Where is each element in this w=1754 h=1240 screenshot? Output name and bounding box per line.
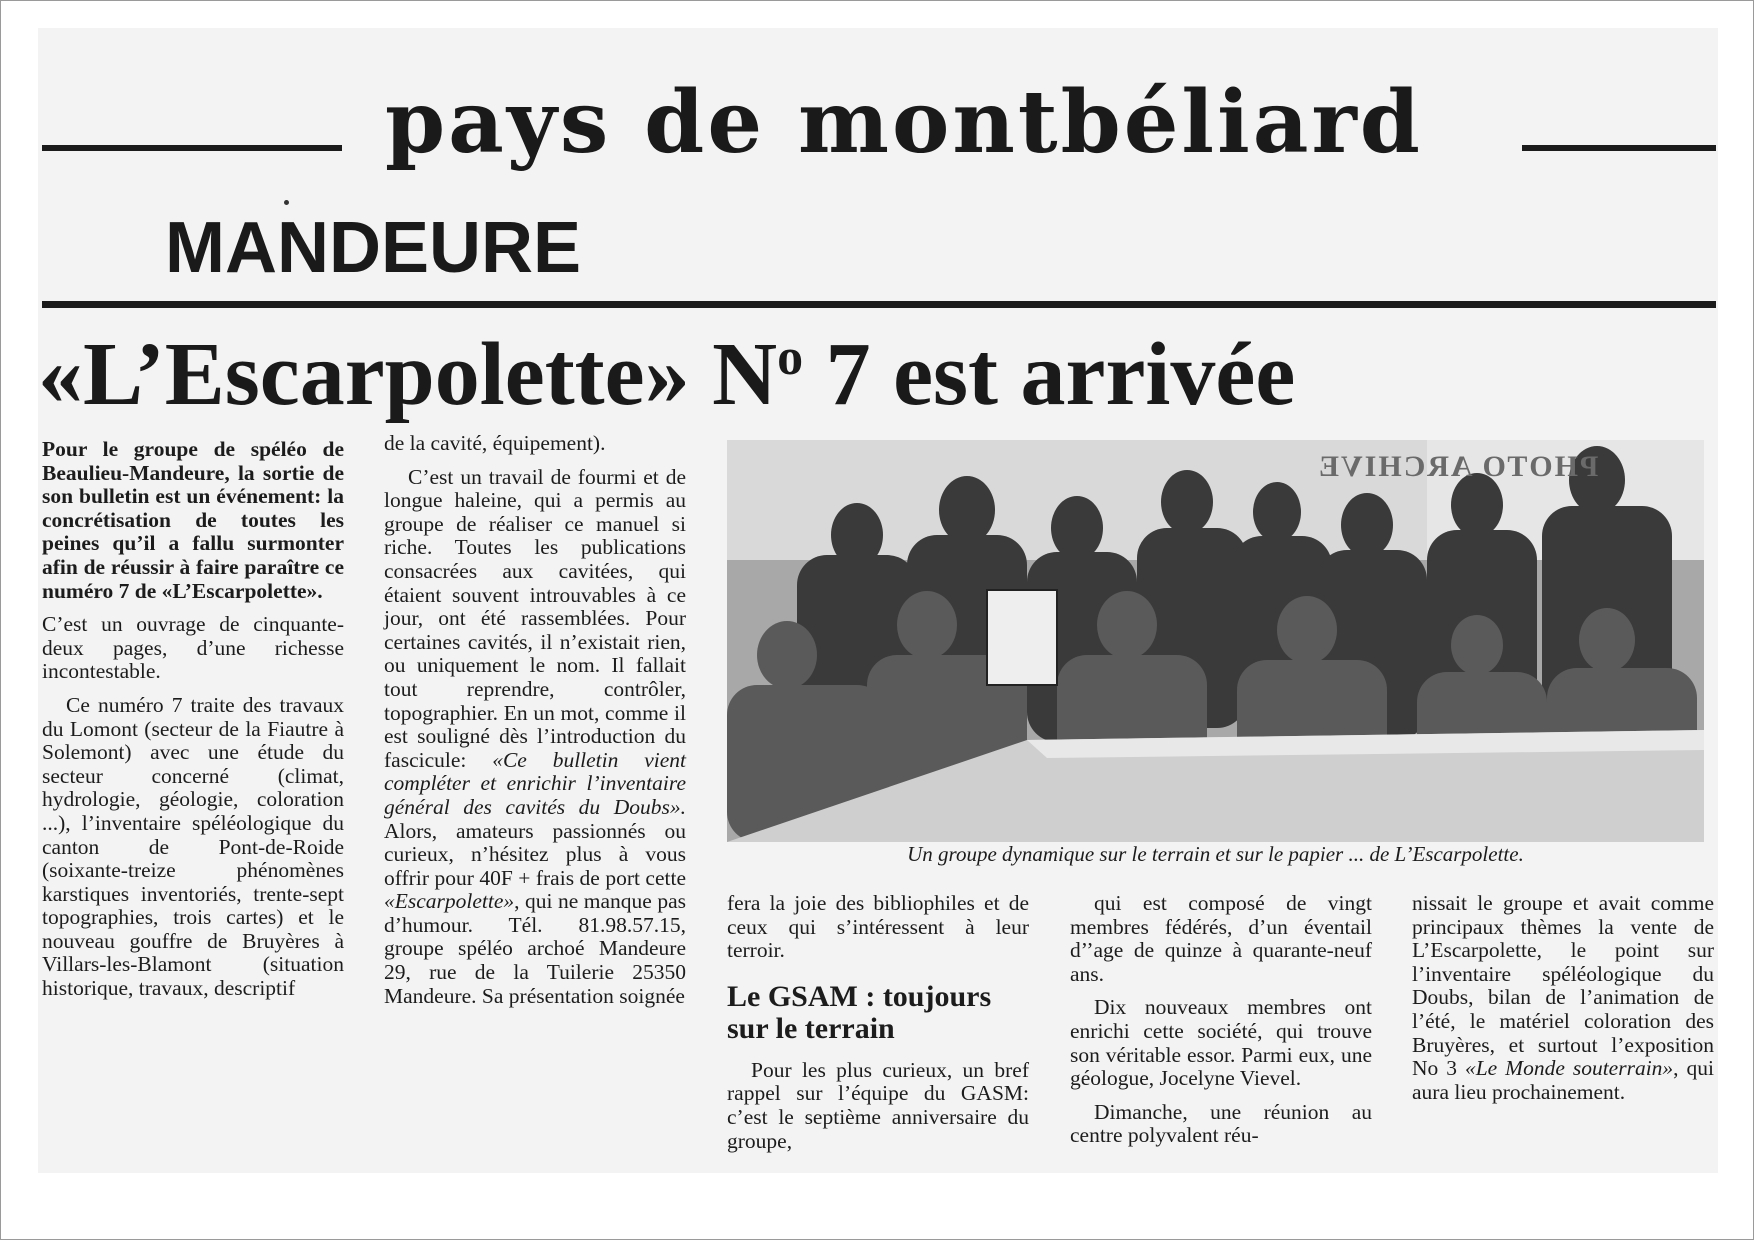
article-column-5 bbox=[1412, 892, 1714, 1114]
text-run: Alors, amateurs passionnés ou curieux, n’hésitez plus à vous offrir pour 40F + frais de port cette bbox=[384, 818, 686, 890]
paragraph bbox=[1412, 892, 1714, 1104]
article-column-3 bbox=[727, 892, 1029, 1163]
paragraph: Pour les plus curieux, un bref rappel sur l’équipe du GASM: c’est le septième anniversaire du groupe, bbox=[727, 1057, 1029, 1153]
subheading: Le GSAM : toujours sur le terrain bbox=[727, 979, 992, 1045]
headline-number-prefix: N bbox=[712, 325, 778, 424]
article-column-4 bbox=[1070, 892, 1372, 1158]
section-title: pays de montbéliard bbox=[385, 72, 1423, 173]
headline-close-quote: » bbox=[644, 325, 690, 424]
banner-rule-left bbox=[42, 145, 342, 151]
paragraph: qui est composé de vingt membres fédérés, d’un éventail d’’age de quinze à quarante-neuf ans. bbox=[1070, 891, 1372, 986]
paragraph: C’est un ouvrage de cinquante-deux pages, d’une richesse incontestable. bbox=[42, 612, 344, 684]
text-run: nissait le groupe et avait comme principaux thèmes la vente de L’Escarpolette, le point sur l’inventaire spéléologique du Doubs, bilan de l’animation de l’été, le matériel coloration des Bruyères, et surtout l’exposition No 3 bbox=[1412, 891, 1714, 1081]
headline-rest: 7 est arrivée bbox=[803, 325, 1296, 424]
text-run: , qui ne manque pas d’humour. Tél. 81.98.57.15, groupe spéléo archoé Mandeure 29, rue de la Tuilerie 25350 Mandeure. Sa présentation soignée bbox=[384, 889, 686, 1008]
headline-open-quote: « bbox=[38, 325, 83, 424]
ink-dot bbox=[284, 200, 289, 205]
paragraph bbox=[384, 466, 686, 1009]
lead-paragraph: Pour le groupe de spéléo de Beaulieu-Mandeure, la sortie de son bulletin est un événement: la concrétisation de toutes les peines qu’il a fallu surmonter afin de réussir à faire paraître ce numéro 7 de «L’Escarpolette». bbox=[42, 437, 344, 603]
exhibition-title: «Le Monde souterrain» bbox=[1464, 1056, 1674, 1081]
photo-caption: Un groupe dynamique sur le terrain et sur le papier ... de L’Escarpolette. bbox=[907, 842, 1524, 866]
headline-title: L’Escarpolette bbox=[83, 325, 645, 424]
headline bbox=[38, 325, 1296, 424]
paragraph: Dimanche, une réunion au centre polyvalent réu- bbox=[1070, 1099, 1372, 1148]
paragraph: fera la joie des bibliophiles et de ceux qui s’intéressent à leur terroir. bbox=[727, 891, 1029, 963]
headline-number-sup: o bbox=[777, 329, 804, 386]
publication-title: «Escarpolette» bbox=[384, 889, 515, 914]
group-photo bbox=[727, 440, 1704, 842]
text-run: , qui aura lieu prochainement. bbox=[1412, 1056, 1714, 1104]
paragraph: Ce numéro 7 traite des travaux du Lomont (secteur de la Fiautre à Solemont) avec une étude du secteur concerné (climat, hydrologie, géologie, coloration ...), l’inventaire spéléologique du canton de Pont-de-Roide (soixante-treize phénomènes karstiques inventoriés, trente-sept topographies, trois cartes) et le nouveau gouffre de Bruyères à Villars-les-Blamont (situation historique, travaux, descriptif bbox=[42, 692, 344, 1001]
paragraph: de la cavité, équipement). bbox=[384, 431, 606, 455]
article-column-1 bbox=[42, 438, 344, 1011]
kicker-rule bbox=[42, 301, 1716, 308]
text-run: C’est un travail de fourmi et de longue haleine, qui a permis au groupe de réaliser ce manuel si riche. Toutes les publications consacrées aux cavitées, qui étaient souvent introuvables à ce jour, ont été rassemblées. Pour certaines cavités, il n’existait rien, ou uniquement le nom. Il fallait tout reprendre, contrôler, topographier. En un mot, comme il est souligné dès l’introduction du fascicule: bbox=[384, 464, 686, 772]
article-column-2 bbox=[384, 432, 686, 1018]
kicker: MANDEURE bbox=[165, 208, 582, 288]
banner-rule-right bbox=[1522, 145, 1716, 151]
group-photo-image bbox=[727, 440, 1704, 842]
quote: «Ce bulletin vient compléter et enrichir l’inventaire général des cavités du Doubs». bbox=[384, 747, 686, 819]
paragraph: Dix nouveaux membres ont enrichi cette société, qui trouve son véritable essor. Parmi eux, une géologue, Jocelyne Vievel. bbox=[1070, 995, 1372, 1091]
photo-signage: PHOTO ARCHIVE bbox=[1317, 450, 1599, 483]
